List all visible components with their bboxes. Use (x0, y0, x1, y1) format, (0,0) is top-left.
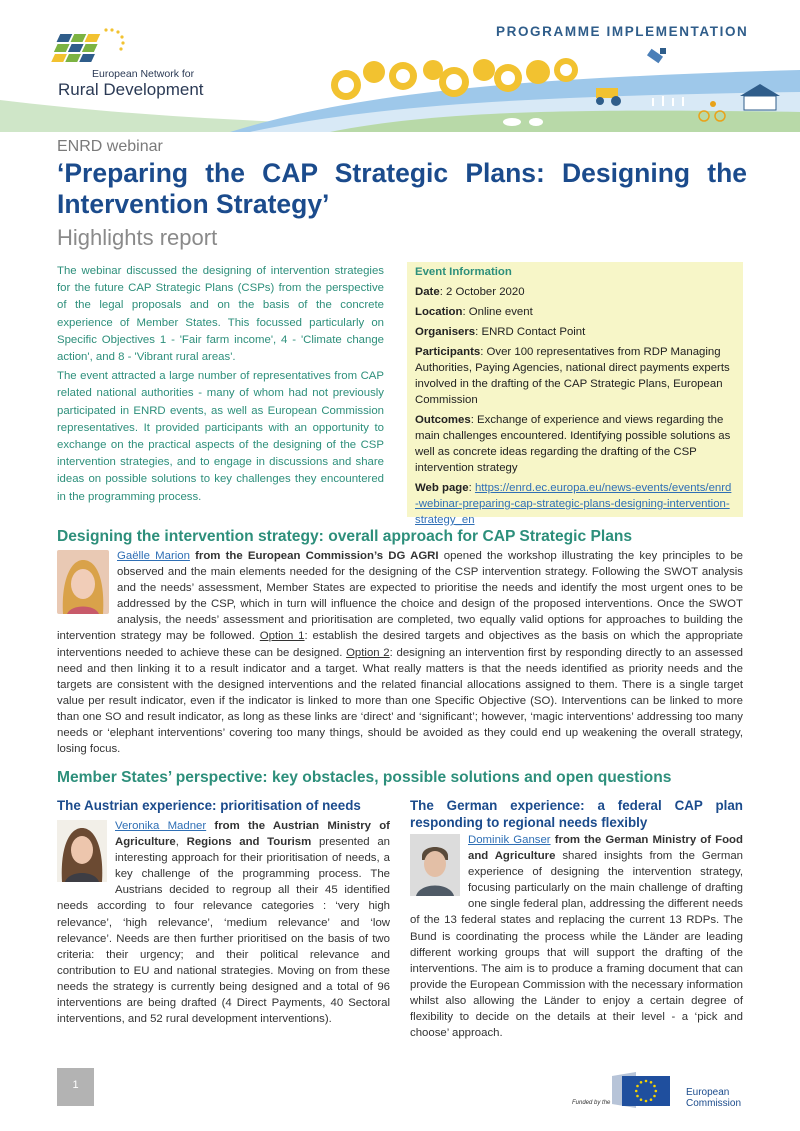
austria-affiliation-sep: , (175, 836, 187, 849)
speaker-link-dominik-ganser[interactable]: Dominik Ganser (468, 834, 551, 846)
event-info-box (407, 262, 743, 526)
event-date-value: : 2 October 2020 (439, 286, 525, 298)
report-kicker: ENRD webinar (57, 138, 163, 155)
speaker-photo-veronika-madner (57, 820, 107, 882)
event-outcomes-value: : Exchange of experience and views regarding the main challenges encountered. Identifying possible solutions as well as concrete ideas regarding the drafting of the CSP intervention strategy (415, 414, 731, 474)
speaker-photo-dominik-ganser (410, 834, 460, 896)
event-outcomes-label: Outcomes (415, 414, 471, 426)
intro-paragraph-2: The event attracted a large number of representatives from CAP related national authorities - many of whom had not previously participated in ENRD events, as well as European Commission representatives. It provided participants with an opportunity to exchange on the practical aspects of the designing of the CSP intervention strategies, and to engage in discussions and share ideas on possible solutions to key challenges they encountered in the programming process. (57, 370, 384, 503)
event-info-heading: Event Information (415, 266, 512, 278)
option-1-label: Option 1 (259, 630, 305, 643)
event-participants-value: : Over 100 representatives from RDP Managing Authorities, Paying Agencies, national direct payments experts involved in the drafting of the CAP Strategic Plans, European Commission (415, 346, 730, 406)
austria-text: presented an interesting approach for their prioritisation of needs, a key challenge of the programming process. The Austrians decided to regroup all their 45 identified needs according to four relevance categories : ‘very high relevance’, ‘high relevance’, ‘medium relevance’ and ‘low relevance’. Needs are then further prioritised on the basis of two criteria: their urgency; and their political relevance and contribution to EU and national strategies. Moving on from these needs the strategy is currently being designed and a total of 96 interventions are being drafted (4 Direct Payments, 40 Sectoral interventions, and 52 rural development interventions). (57, 836, 390, 1026)
page-number-box (57, 1068, 94, 1106)
event-organisers (415, 324, 735, 340)
speaker-link-veronika-madner[interactable]: Veronika Madner (115, 820, 207, 832)
germany-text: shared insights from the German experience of designing the intervention strategy, focusing particularly on the main challenge of drafting one single federal plan, addressing the different needs of the 13 federal states and replacing the current 13 RDPs. The Bund is coordinating the process while the Länder are leading different working groups that will support the drafting of the interventions. The aim is to produce a framing document that can provide the European Commission with the necessary information whilst also allowing the Länder to enjoy a certain degree of flexibility to decide on the details at their level - a ‘pick and choose’ approach. (410, 850, 743, 1040)
intro-paragraph-1: The webinar discussed the designing of intervention strategies for the future CAP Strategic Plans (CSPs) from the perspective of the legal proposals and on the basis of the concrete experience of Member States. This focussed particularly on Specific Objectives 1 - 'Fair farm income', 4 - 'Climate change action', and 8 - 'Vibrant rural areas'. (57, 265, 384, 364)
event-participants (415, 344, 735, 408)
section-heading-member-states: Member States’ perspective: key obstacles, possible solutions and open questions (57, 769, 672, 786)
event-webpage (415, 480, 735, 528)
austria-heading: The Austrian experience: prioritisation of needs (57, 798, 361, 813)
option-2-label: Option 2 (346, 646, 390, 659)
speaker-affiliation: from the European Commission’s DG AGRI (189, 550, 439, 562)
austria-body (57, 818, 390, 1027)
event-outcomes (415, 412, 735, 476)
section-heading-overall-approach: Designing the intervention strategy: overall approach for CAP Strategic Plans (57, 528, 633, 545)
event-webpage-link[interactable]: https://enrd.ec.europa.eu/news-events/events/enrd-webinar-preparing-cap-strategic-plans-designing-intervention-strategy_en (415, 482, 732, 526)
event-webpage-label: Web page (415, 482, 469, 494)
org-name-line1: European Network for (92, 68, 195, 80)
austria-affiliation-b: Regions and Tourism (186, 836, 312, 849)
page-header (0, 0, 800, 132)
event-location-label: Location (415, 306, 463, 318)
section1-text-c: : designing an intervention first by responding directly to an assessed need and then linking it to a result indicator and a target. What really matters is that the needs identified as priority needs and the targets are consistent with the designed interventions and the related financial allocations assigned to them. There is a single target value per result indicator, even if the indicator is linked to more than one Specific Objective (SO). Interventions can be linked to more than one SO and result indicator, as long as these links are ‘direct’ and ‘significant’; however, ‘magic interventions’ addressing too many needs or ‘elephant interventions’ covering too many things, should be avoided as they could end up weakening the overall strategy, losing focus. (57, 646, 743, 756)
event-date-label: Date (415, 286, 440, 298)
european-commission-label (686, 1087, 741, 1109)
section1-text-a: opened the workshop illustrating the key principles to be observed and the main elements needed for the designing of the CSP intervention strategy. Following the SWOT analysis and the needs’ assessment, Member States are expected to prioritise the needs and identify the most urgent ones to be addressed by the CSP, which in turn will influence the choice and design of the proposed interventions. Once the SWOT analysis, the needs’ assessment and prioritisation are completed, two equally valid options for approaches to building the intervention strategy may be followed. (57, 550, 743, 643)
germany-body (410, 832, 743, 1041)
ec-label-line1: European (686, 1087, 730, 1098)
event-date (415, 284, 735, 300)
event-organisers-label: Organisers (415, 326, 476, 338)
european-commission-logo-icon (606, 1070, 676, 1110)
austria-affiliation-a: from the Austrian Ministry of Agriculture (115, 820, 390, 849)
event-participants-label: Participants (415, 346, 481, 358)
section-overall-approach-body (57, 548, 743, 757)
speaker-link-gaelle-marion[interactable]: Gaëlle Marion (117, 550, 190, 562)
ec-label-line2: Commission (686, 1098, 742, 1109)
org-name-line2: Rural Development (58, 80, 204, 99)
event-webpage-sep: : (468, 482, 475, 494)
germany-affiliation: from the German Ministry of Food and Agriculture (468, 834, 743, 863)
event-location (415, 304, 735, 320)
event-organisers-value: : ENRD Contact Point (475, 326, 586, 338)
page-subtitle: Highlights report (57, 225, 218, 250)
programme-label: PROGRAMME IMPLEMENTATION (496, 24, 749, 39)
germany-heading: The German experience: a federal CAP plan responding to regional needs flexibly (410, 798, 743, 830)
page-title: ‘Preparing the CAP Strategic Plans: Designing the Intervention Strategy’ (57, 158, 747, 219)
event-location-value: : Online event (462, 306, 533, 318)
satellite-icon (647, 48, 666, 63)
funded-by-label: Funded by the (572, 1100, 611, 1106)
speaker-photo-gaelle-marion (57, 550, 109, 614)
page-number: 1 (72, 1079, 79, 1091)
intro-text (57, 263, 384, 508)
section1-text-b: : establish the desired targets and objectives as the basis on which the appropriate interventions needed to achieve these can be designed. (57, 630, 743, 659)
